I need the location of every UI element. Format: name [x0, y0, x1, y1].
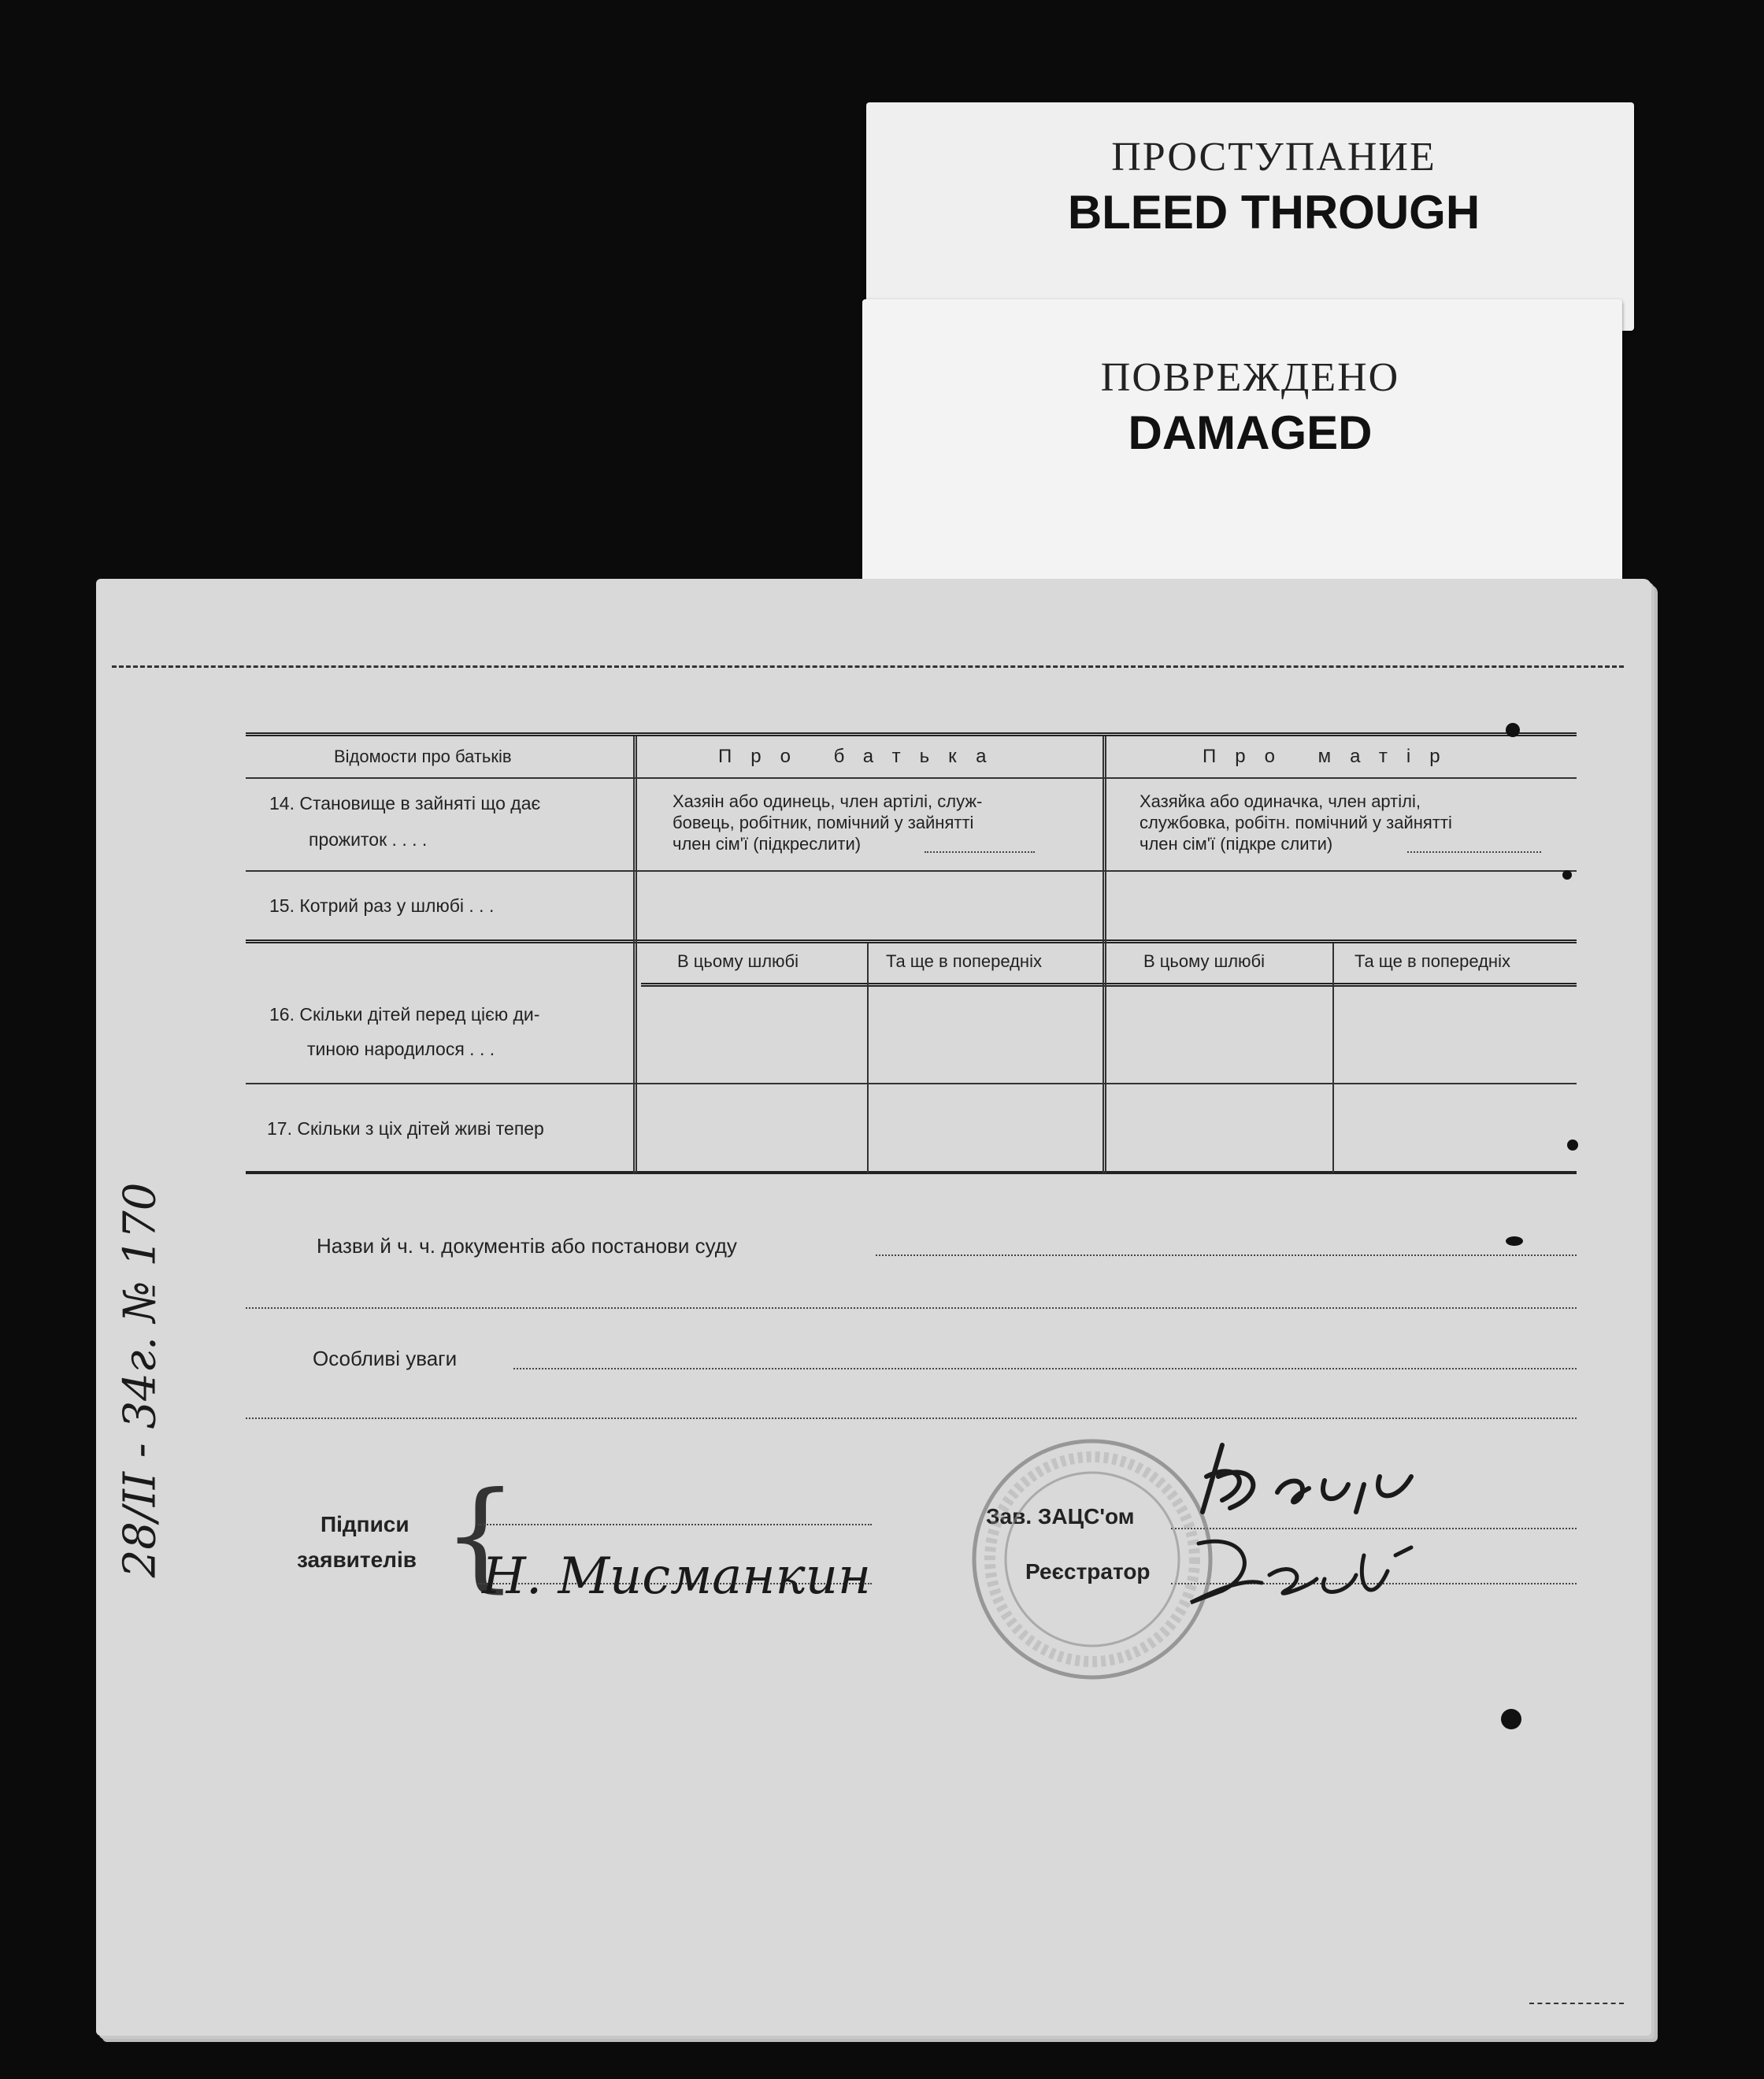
documents-fill-line-2: [246, 1307, 1577, 1309]
row-14-mother-line-2: службовка, робітн. помічний у зайнятті: [1140, 813, 1452, 832]
punch-hole: [1567, 1140, 1578, 1151]
row-14-mother-line-1: Хазяйка або одиначка, член артілі,: [1140, 791, 1421, 811]
documents-fill-line: [876, 1254, 1577, 1256]
margin-note: 28/II - 34г. № 170: [114, 1182, 166, 1578]
subheader-mother-this-marriage: В цьому шлюбі: [1143, 951, 1266, 971]
signature-line-1: [478, 1524, 872, 1525]
header-mother: Про матір: [1203, 746, 1459, 767]
subheader-father-this-marriage: В цьому шлюбі: [677, 951, 799, 971]
bleed-through-label-ru: ПРОСТУПАНИЕ: [1111, 135, 1436, 180]
table-col-divider-2: [1102, 736, 1106, 1173]
damaged-label-ru: ПОВРЕЖДЕНО: [1100, 355, 1400, 400]
row-16-label-line-2: тиною народилося . . .: [307, 1039, 495, 1059]
table-top-border: [246, 732, 1577, 736]
table-header-border: [246, 777, 1577, 779]
signatures-brace: {: [443, 1467, 518, 1604]
subheader-mother-previous: Та ще в попередніх: [1354, 951, 1510, 971]
row-14-mother-line-3: член сім'ї (підкре слити): [1140, 834, 1333, 854]
subheader-father-previous: Та ще в попередніх: [886, 951, 1042, 971]
row-14-mother-fill-line: [1407, 851, 1541, 853]
row-15-border: [246, 939, 1577, 943]
row-16-label-line-1: 16. Скільки дітей перед цією ди-: [269, 1004, 540, 1025]
remarks-fill-line: [513, 1368, 1577, 1369]
head-signature-scrawl: [1191, 1429, 1443, 1524]
applicant-signature: Н. Мисманкин: [482, 1547, 872, 1606]
remarks-label: Особливі уваги: [313, 1347, 458, 1370]
damaged-label-card: [862, 299, 1622, 591]
head-of-registry-label: Зав. ЗАЦС'ом: [986, 1504, 1135, 1529]
row-14-label-line-1: 14. Становище в зайняті що дає: [269, 793, 541, 813]
row-14-border: [246, 870, 1577, 872]
form-sheet: [96, 579, 1651, 2036]
header-parents-info: Відомости про батьків: [334, 747, 512, 766]
row-14-father-fill-line: [925, 851, 1035, 853]
bottom-tear-line: [1529, 2003, 1624, 2004]
signatures-label-2: заявителів: [297, 1547, 417, 1572]
tear-line: [112, 665, 1624, 668]
bleed-through-label-en: BLEED THROUGH: [1067, 186, 1480, 239]
signatures-label-1: Підписи: [321, 1512, 410, 1536]
table-col-divider-1: [633, 736, 637, 1173]
row-16-border: [246, 1083, 1577, 1084]
punch-hole: [1506, 723, 1520, 737]
table-col-divider-mother: [1332, 943, 1334, 1173]
row-14-label-line-2: прожиток . . . .: [309, 829, 428, 850]
row-17-label: 17. Скільки з ціх дітей живі тепер: [267, 1118, 544, 1139]
row-15-label: 15. Котрий раз у шлюбі . . .: [269, 895, 495, 916]
damaged-label-en: DAMAGED: [1128, 406, 1373, 459]
subheader-border: [641, 983, 1577, 987]
punch-hole: [1562, 870, 1572, 880]
documents-label: Назви й ч. ч. документів або постанови суду: [317, 1234, 737, 1258]
registrar-signature-scrawl: [1175, 1524, 1435, 1610]
row-14-father-line-2: бовець, робітник, помічний у зайнятті: [673, 813, 974, 832]
row-14-father-line-3: член сім'ї (підкреслити): [673, 834, 862, 854]
bleed-through-label-card: [866, 102, 1634, 331]
table-bottom-border: [246, 1171, 1577, 1174]
punch-hole: [1501, 1709, 1521, 1729]
remarks-fill-line-2: [246, 1418, 1577, 1419]
row-14-father-line-1: Хазяін або одинець, член артілі, служ-: [673, 791, 983, 811]
punch-hole: [1506, 1236, 1523, 1246]
header-father: Про батька: [718, 746, 1006, 767]
table-col-divider-father: [867, 943, 869, 1173]
registrar-label: Реєстратор: [1025, 1559, 1151, 1584]
